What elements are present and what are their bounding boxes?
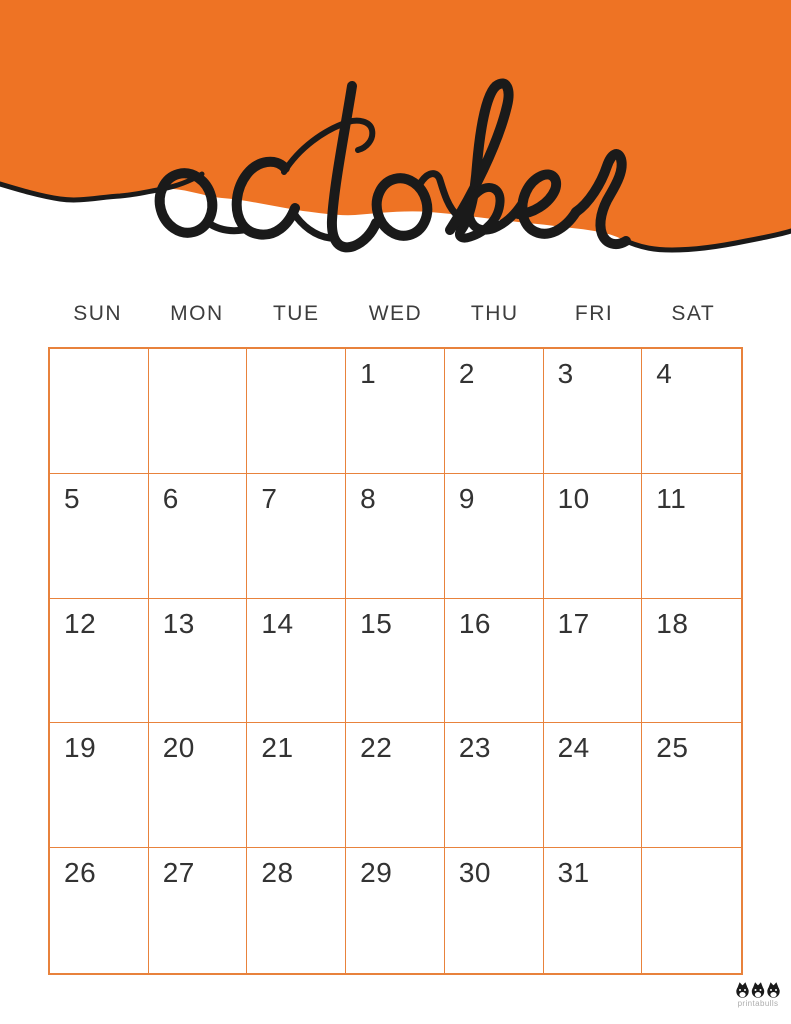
- day-number: 7: [261, 482, 278, 514]
- day-cell: [50, 474, 149, 599]
- weekday-label-tue: TUE: [272, 302, 320, 325]
- day-cell: [642, 474, 741, 599]
- bulldog-logo-icon: [735, 981, 781, 999]
- day-number: 27: [162, 857, 195, 889]
- day-cell: [544, 848, 643, 973]
- day-number: 22: [360, 732, 393, 764]
- day-number: 18: [656, 607, 689, 639]
- day-number: 12: [64, 607, 97, 639]
- october-script-art: [0, 0, 791, 270]
- day-number: 28: [261, 857, 294, 889]
- day-cell: [544, 474, 643, 599]
- day-number: 9: [458, 482, 475, 514]
- day-number: 17: [557, 607, 590, 639]
- day-cell: [544, 599, 643, 724]
- day-cell: [247, 723, 346, 848]
- day-cell: [247, 848, 346, 973]
- day-cell: [445, 848, 544, 973]
- day-cell: [149, 723, 248, 848]
- weekday-header-row: [48, 302, 743, 334]
- weekday-label-sat: SAT: [671, 302, 716, 325]
- day-number: 11: [656, 482, 687, 514]
- day-cell: [445, 723, 544, 848]
- day-number: 2: [458, 358, 475, 389]
- day-number: 24: [557, 732, 590, 764]
- weekday-label-wed: WED: [368, 302, 423, 325]
- day-cell: [642, 848, 741, 973]
- day-number: 25: [656, 732, 689, 764]
- day-cell: [445, 349, 544, 474]
- day-number: 23: [458, 732, 491, 764]
- day-number: 26: [64, 857, 97, 889]
- day-number: 31: [557, 857, 590, 889]
- header-banner: [0, 0, 791, 270]
- day-number: [50, 349, 148, 358]
- day-number: [149, 349, 247, 358]
- day-cell: [149, 599, 248, 724]
- weekday-label-sun: SUN: [73, 302, 123, 325]
- brand-logo: [728, 981, 788, 1008]
- day-cell: [346, 474, 445, 599]
- day-cell: [50, 349, 149, 474]
- day-number: 3: [557, 358, 574, 389]
- day-cell: [346, 848, 445, 973]
- day-cell: [149, 474, 248, 599]
- day-cell: [346, 723, 445, 848]
- day-number: 16: [458, 607, 491, 639]
- day-number: 19: [64, 732, 97, 764]
- day-cell: [50, 723, 149, 848]
- day-number: 30: [458, 857, 491, 889]
- day-number: [247, 349, 345, 358]
- day-number: 8: [360, 482, 377, 514]
- day-number: [642, 848, 741, 857]
- day-cell: [642, 599, 741, 724]
- orange-banner-shape: [0, 0, 791, 250]
- day-number: 14: [261, 607, 294, 639]
- day-cell: [149, 349, 248, 474]
- day-number: 5: [64, 482, 81, 514]
- brand-name: printabulls: [737, 999, 779, 1008]
- day-number: 13: [162, 607, 195, 639]
- day-cell: [247, 474, 346, 599]
- day-number: 21: [261, 732, 294, 764]
- day-cell: [544, 723, 643, 848]
- weekday-label-mon: MON: [170, 302, 224, 325]
- day-cell: [247, 599, 346, 724]
- day-cell: [149, 848, 248, 973]
- day-cell: [445, 474, 544, 599]
- day-number: 10: [557, 482, 590, 514]
- day-cell: [642, 723, 741, 848]
- day-cell: [346, 349, 445, 474]
- day-number: 4: [656, 358, 673, 389]
- day-number: 15: [360, 607, 393, 639]
- day-cell: [346, 599, 445, 724]
- day-cell: [445, 599, 544, 724]
- day-cell: [247, 349, 346, 474]
- day-cell: [50, 848, 149, 973]
- day-cell: [642, 349, 741, 474]
- day-number: 6: [162, 482, 179, 514]
- day-cell: [544, 349, 643, 474]
- weekday-label-fri: FRI: [574, 302, 614, 325]
- day-number: 29: [360, 857, 393, 889]
- day-cell: [50, 599, 149, 724]
- weekday-label-thu: THU: [470, 302, 519, 325]
- day-number: 1: [360, 358, 377, 389]
- day-number: 20: [162, 732, 195, 764]
- calendar-grid: [48, 347, 743, 975]
